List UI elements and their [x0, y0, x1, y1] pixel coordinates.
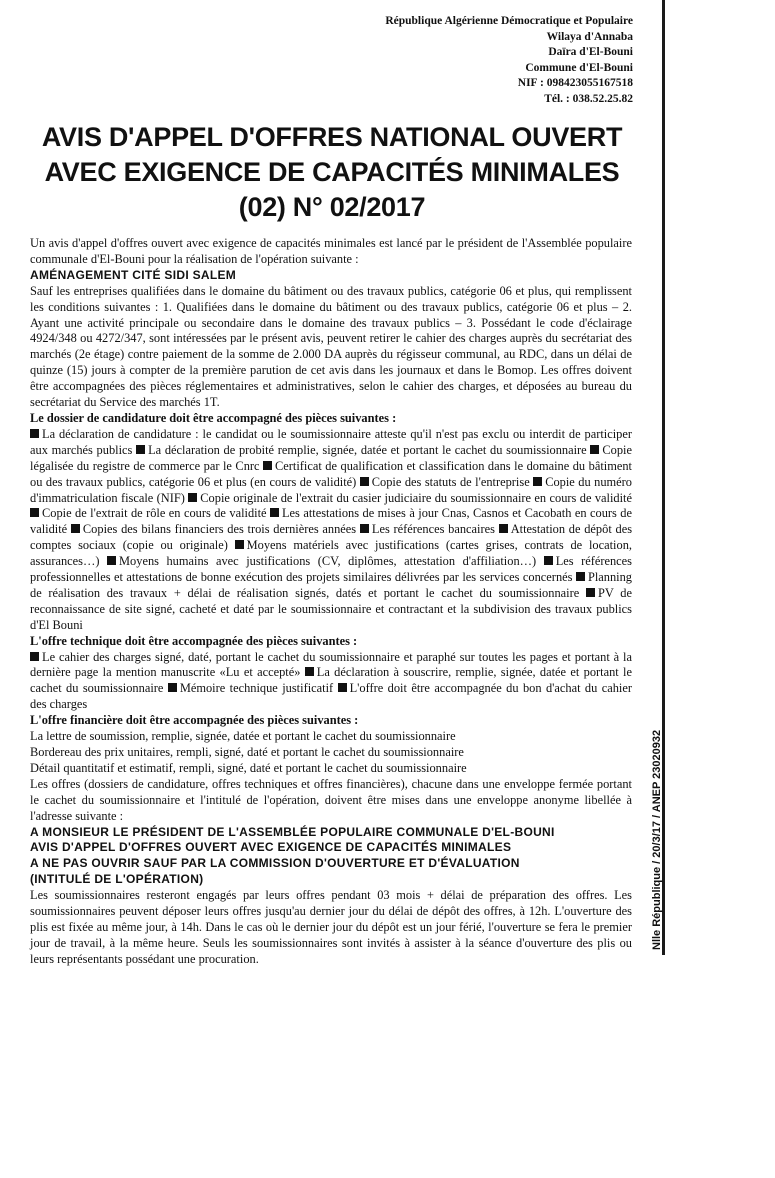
list-item: La déclaration de probité remplie, signée, datée et portant le cachet du soumissionnaire: [148, 442, 587, 457]
list-item: La déclaration de candidature : le candidat ou le soumissionnaire atteste qu'il n'est pas exclu ou interdit de participer aux marchés publics: [30, 426, 632, 457]
notice-title: [28, 120, 636, 225]
list-item: La lettre de soumission, remplie, signée, datée et portant le cachet du soumissionnaire: [30, 729, 456, 744]
header-line: Tél. : 038.52.25.82: [544, 92, 633, 105]
notice-body: [30, 236, 632, 968]
list-item: Mémoire technique justificatif: [179, 681, 334, 696]
bullet-square-icon: [168, 683, 177, 692]
bullet-square-icon: [136, 445, 145, 454]
list-item: Moyens humains avec justifications (CV, diplômes, attestation d'affiliation…): [119, 554, 537, 569]
header-line: Wilaya d'Annaba: [546, 30, 633, 43]
list-item: Copie légalisée du registre de commerce par le Cnrc: [30, 442, 632, 473]
list-item: Copie originale de l'extrait du casier judiciaire du soumissionnaire en cours de validité: [200, 490, 632, 505]
bullet-square-icon: [360, 477, 369, 486]
technique-heading: L'offre technique doit être accompagnée des pièces suivantes :: [30, 633, 358, 648]
list-item: Moyens matériels avec justifications (cartes grises, contrats de location, assurances…): [30, 538, 632, 569]
bullet-square-icon: [544, 556, 553, 565]
title-line-2: AVEC EXIGENCE DE CAPACITÉS MINIMALES: [44, 157, 620, 187]
address-line: (INTITULÉ DE L'OPÉRATION): [30, 872, 204, 887]
address-line: A NE PAS OUVRIR SAUF PAR LA COMMISSION D'OUVERTURE ET D'ÉVALUATION: [30, 856, 520, 871]
list-item: Détail quantitatif et estimatif, rempli, signé, daté et portant le cachet du soumissionnaire: [30, 760, 467, 775]
bullet-square-icon: [30, 508, 39, 517]
bullet-square-icon: [338, 683, 347, 692]
address-block: [30, 825, 632, 889]
bullet-square-icon: [235, 540, 244, 549]
bullet-square-icon: [360, 524, 369, 533]
list-item: PV de reconnaissance de site signé, cacheté et daté par le soumissionnaire et contractant et la subdivision des travaux publics d'El Bouni: [30, 585, 632, 632]
conditions-paragraph: Sauf les entreprises qualifiées dans le domaine du bâtiment ou des travaux publics, catégorie 06 et plus, qui remplissent les conditions suivantes : 1. Qualifiées dans le domaine du bâtiment ou des travaux publics, catégorie 06 et plus – 2. Ayant une activité principale ou secondaire dans le domaine des travaux publics – 3. Possédant le code d'éclairage 4924/348 ou 4272/347, sont intéressées par le présent avis, peuvent retirer le cahier des charges auprès du secrétariat des marchés (2e étage) contre paiement de la somme de 2.000 DA auprès du régisseur communal, au RDC, dans un délai de quinze (15) jours à compter de la première parution de cet avis dans les journaux et dans le Bomop. Les offres doivent être accompagnées des pièces réglementaires et administratives, selon le cahier des charges, et déposées au bureau du secrétariat du Service des marchés 1T.: [30, 283, 632, 410]
issuer-header: [385, 14, 633, 107]
bullet-square-icon: [263, 461, 272, 470]
envelope-paragraph: Les offres (dossiers de candidature, offres techniques et offres financières), chacune dans une enveloppe fermée portant le cachet du soumissionnaire et l'intitulé de l'opération, doivent être mises dans une enveloppe anonyme libellée à l'adresse suivante :: [30, 776, 632, 823]
title-line-3: (02) N° 02/2017: [238, 192, 426, 222]
bullet-square-icon: [499, 524, 508, 533]
bullet-square-icon: [107, 556, 116, 565]
operation-title: AMÉNAGEMENT CITÉ SIDI SALEM: [30, 267, 237, 282]
bullet-square-icon: [71, 524, 80, 533]
list-item: Copies des bilans financiers des trois dernières années: [82, 522, 357, 537]
list-item: Attestation de dépôt des comptes sociaux (copie ou originale): [30, 522, 633, 553]
closing-paragraph: Les soumissionnaires resteront engagés par leurs offres pendant 03 mois + délai de préparation des offres. Les soumissionnaires peuvent déposer leurs offres jusqu'au dernier jour du délai de dépôt des offres, à 12h. L'ouverture des plis est fixée au même jour, à 14h. Dans le cas où le dernier jour du dépôt est un jour férié, l'ouverture se fera le premier jour de travail, à la même heure. Seuls les soumissionnaires sont invités à assister à la séance d'ouverture des plis ou leurs représentants possédant une procuration.: [30, 888, 632, 966]
list-item: Copie de l'extrait de rôle en cours de validité: [42, 506, 267, 521]
list-item: Planning de réalisation des travaux + délai de réalisation signés, datés et portant le cachet du soumissionnaire: [30, 570, 632, 600]
list-item: La déclaration à souscrire, remplie, signée, datée et portant le cachet du soumissionnaire: [30, 665, 632, 696]
intro-paragraph: Un avis d'appel d'offres ouvert avec exigence de capacités minimales est lancé par le président de l'Assemblée populaire communale d'El-Bouni pour la réalisation de l'opération suivante :: [30, 236, 632, 266]
list-item: Les références bancaires: [371, 522, 495, 537]
bullet-square-icon: [590, 445, 599, 454]
address-line: A MONSIEUR LE PRÉSIDENT DE L'ASSEMBLÉE POPULAIRE COMMUNALE D'EL-BOUNI: [30, 824, 555, 839]
list-item: Bordereau des prix unitaires, rempli, signé, daté et portant le cachet du soumissionnaire: [30, 745, 464, 759]
address-line: AVIS D'APPEL D'OFFRES OUVERT AVEC EXIGENCE DE CAPACITÉS MINIMALES: [30, 840, 512, 855]
list-item: Les références professionnelles et attestations de bonne exécution des projets similaires délivrées par les services concernés: [30, 554, 632, 585]
header-line: Daïra d'El-Bouni: [548, 46, 633, 58]
bullet-square-icon: [30, 652, 39, 661]
header-line: République Algérienne Démocratique et Populaire: [385, 15, 633, 27]
bullet-square-icon: [270, 508, 279, 517]
list-item: Copie des statuts de l'entreprise: [371, 474, 530, 489]
list-item: Le cahier des charges signé, daté, portant le cachet du soumissionnaire et paraphé sur toutes les pages et portant à la dernière page la mention manuscrite «Lu et accepté»: [30, 649, 632, 680]
header-line: NIF : 098423055167518: [517, 77, 633, 89]
list-item: Certificat de qualification et classification dans le domaine du bâtiment ou des travaux publics, catégorie 06 et plus (en cours de validité): [30, 458, 632, 489]
bullet-square-icon: [586, 588, 595, 597]
bullet-square-icon: [188, 493, 197, 502]
candidature-list: [30, 427, 632, 634]
title-line-1: AVIS D'APPEL D'OFFRES NATIONAL OUVERT: [41, 122, 623, 152]
financiere-heading: L'offre financière doit être accompagnée des pièces suivantes :: [30, 713, 359, 728]
bullet-square-icon: [30, 429, 39, 438]
publication-reference: Nlle République / 20/3/17 / ANEP 23020932: [651, 729, 663, 950]
header-line: Commune d'El-Bouni: [525, 61, 633, 74]
technique-list: [30, 650, 632, 714]
bullet-square-icon: [533, 477, 542, 486]
list-item: Copie du numéro d'immatriculation fiscale (NIF): [30, 474, 632, 505]
list-item: Les attestations de mises à jour Cnas, Casnos et Cacobath en cours de validité: [30, 506, 632, 537]
bullet-square-icon: [576, 572, 585, 581]
bullet-square-icon: [305, 667, 314, 676]
candidature-heading: Le dossier de candidature doit être accompagné des pièces suivantes :: [30, 410, 397, 425]
list-item: L'offre doit être accompagnée du bon d'achat du cahier des charges: [30, 681, 632, 712]
